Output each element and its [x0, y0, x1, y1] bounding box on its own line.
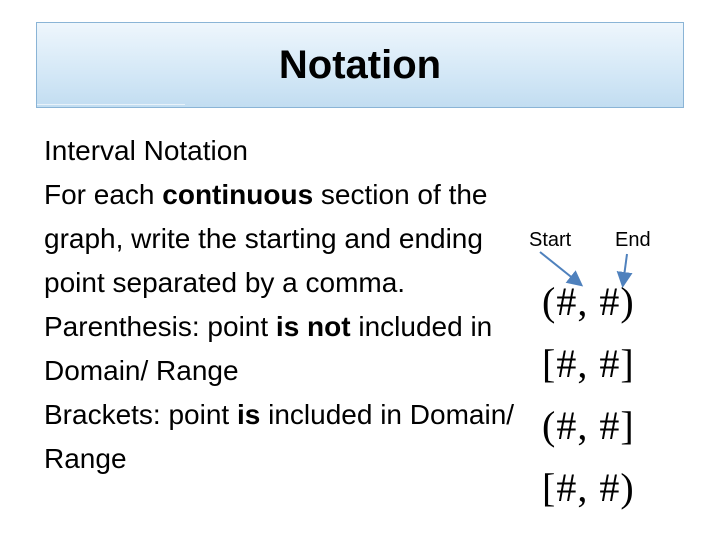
notation-open-open: (#, #) — [542, 279, 635, 324]
notation-open-closed: (#, #] — [542, 403, 635, 448]
body-line-4: point separated by a comma. — [44, 267, 406, 298]
end-label: End — [615, 229, 651, 251]
body-line-2-pre: For each — [44, 179, 163, 210]
body-line-3: graph, write the starting and ending — [44, 223, 483, 254]
slide-title: Notation — [278, 42, 442, 87]
body-line-8: Range — [44, 443, 127, 474]
body-line-2-bold: continuous — [162, 179, 314, 210]
body-line-6: Domain/ Range — [44, 355, 239, 386]
body-line-5-bold: is not — [275, 311, 351, 342]
body-line-2-post: section of the — [313, 179, 488, 210]
body-line-7-bold: is — [236, 399, 261, 430]
body-line-7-post: included in Domain/ — [260, 399, 515, 430]
notation-closed-open: [#, #) — [542, 465, 635, 510]
body-line-7-pre: Brackets: point — [44, 399, 237, 430]
body-line-5-pre: Parenthesis: point — [44, 311, 276, 342]
start-label: Start — [529, 229, 572, 251]
notation-closed-closed: [#, #] — [542, 341, 635, 386]
body-line-5-post: included in — [350, 311, 493, 342]
body-line-1: Interval Notation — [44, 135, 248, 166]
